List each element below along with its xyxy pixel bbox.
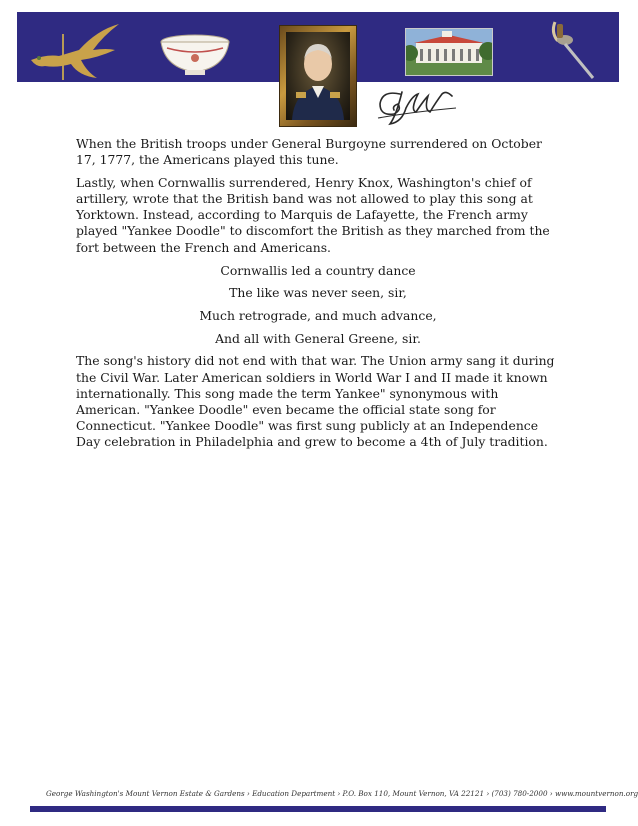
- verse-line: The like was never seen, sir,: [229, 285, 407, 301]
- porcelain-bowl-icon: [159, 34, 231, 76]
- washington-portrait-icon: [280, 26, 356, 126]
- footer-address: George Washington's Mount Vernon Estate & Gardens › Education Department › P.O. Box 110, Mount Vernon, VA 22121 › (703) 780-2000 › www.mountvernon.org: [46, 789, 638, 798]
- verse-line: And all with General Greene, sir.: [215, 330, 421, 346]
- paragraph-cornwallis: Lastly, when Cornwallis surrendered, Henry Knox, Washington's chief of artillery, wrote that the British band was not allowed to play this song at Yorktown. Instead, according to Marquis de Lafayette, the French army played "Yankee Doodle" to discomfort the British as they marched from the fort between the French and Americans.: [76, 175, 550, 255]
- verse-line: Much retrograde, and much advance,: [199, 308, 437, 324]
- verse-line: Cornwallis led a country dance: [220, 262, 416, 278]
- paragraph-history: The song's history did not end with that war. The Union army sang it during the Civil War. Later American soldiers in World War I and II made it known internationally. This song made the term Yankee" synonymous with American. "Yankee Doodle" even became the official state song for Connecticut. "Yankee Doodle" was first sung publicly at an Independence Day celebration in Philadelphia and grew to become a 4th of July tradition.: [76, 353, 555, 449]
- sword-icon: [547, 18, 597, 80]
- footer-bar: [30, 806, 606, 812]
- gw-signature-icon: [372, 86, 458, 126]
- mansion-photo-icon: [405, 28, 493, 76]
- document-body: [76, 136, 560, 457]
- paragraph-burgoyne: When the British troops under General Burgoyne surrendered on October 17, 1777, the Americans played this tune.: [76, 136, 542, 168]
- eagle-weathervane-icon: [27, 20, 122, 80]
